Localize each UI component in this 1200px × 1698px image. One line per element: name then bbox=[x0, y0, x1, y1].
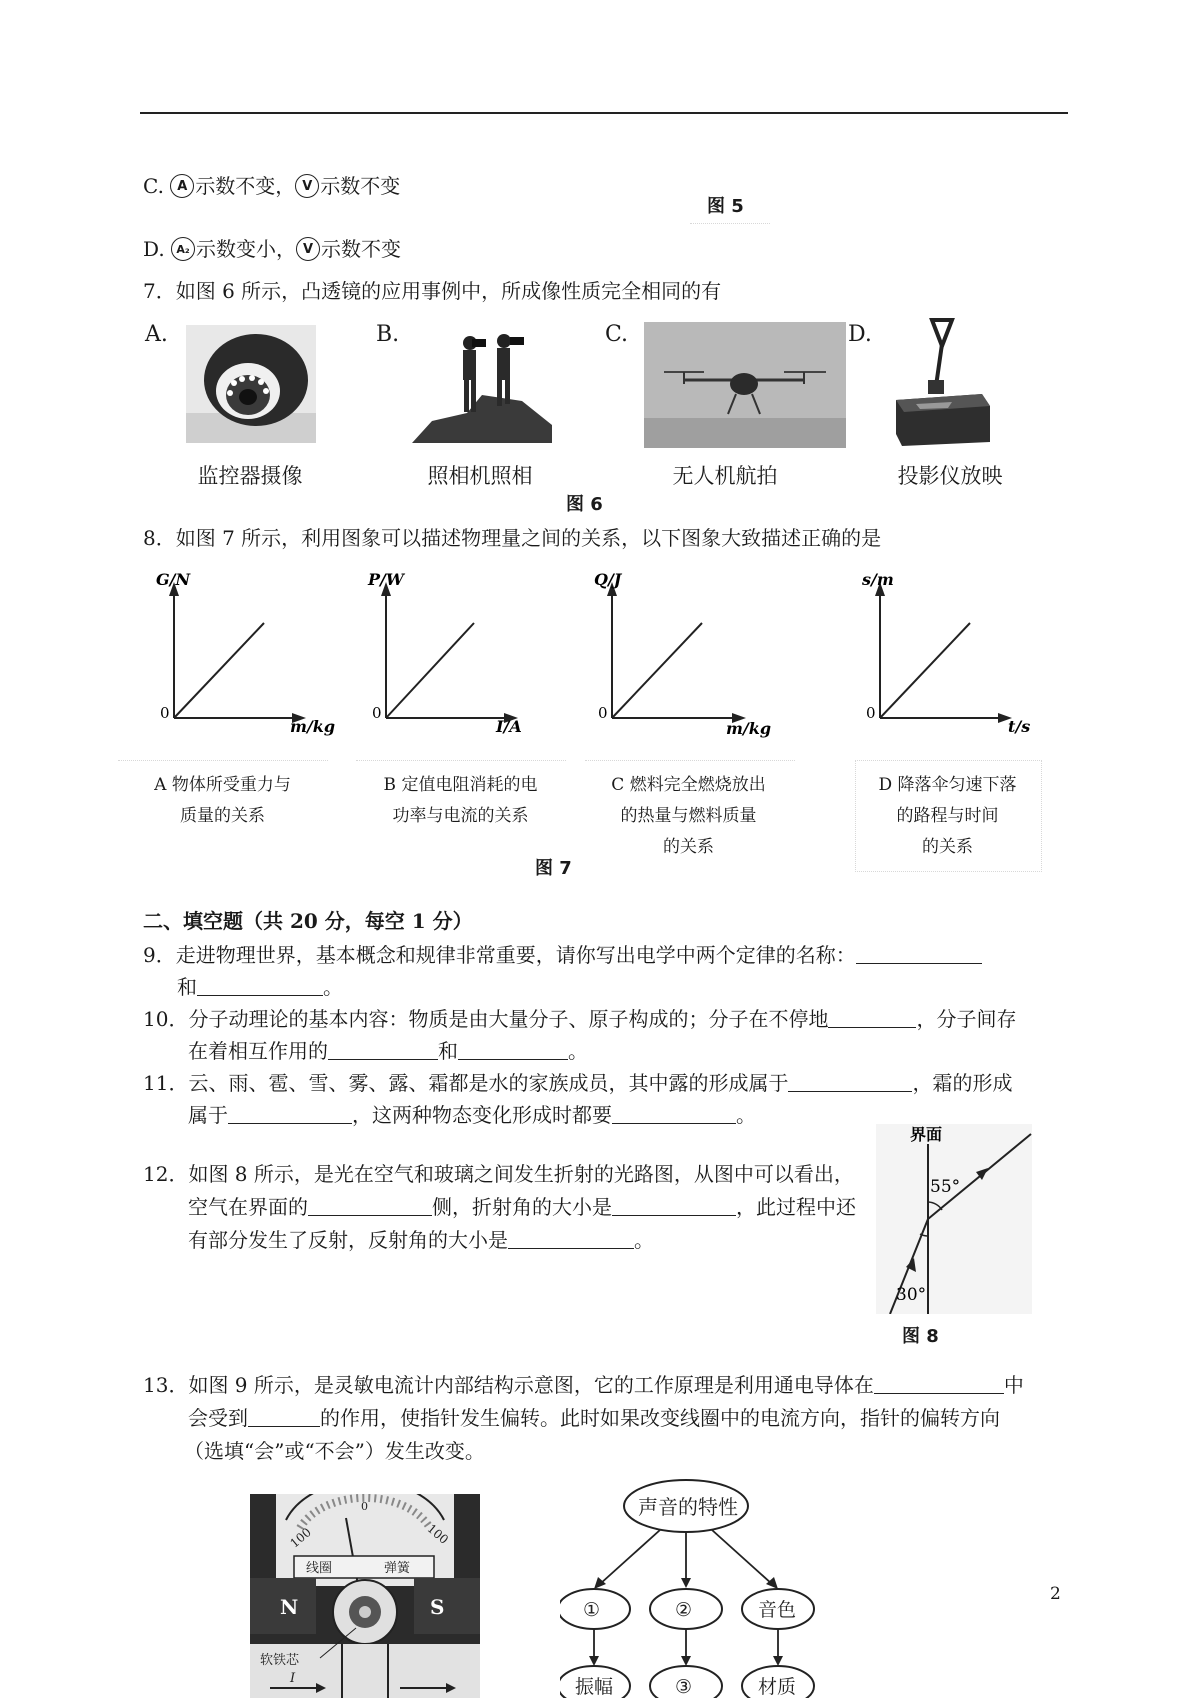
q7-option-d-letter: D. bbox=[848, 322, 872, 347]
caption-line: 的热量与燃料质量 bbox=[620, 806, 757, 826]
caption-line: 功率与电流的关系 bbox=[392, 806, 529, 826]
projector-image bbox=[892, 316, 994, 448]
q11-text: ，这两种物态变化形成时都要 bbox=[352, 1103, 612, 1127]
answer-blank[interactable] bbox=[328, 1039, 438, 1060]
grandchild-label-2: ③ bbox=[675, 1676, 693, 1698]
surveillance-camera-image bbox=[186, 325, 316, 443]
q12-line-1: 12．如图 8 所示，是光在空气和玻璃之间发生折射的光路图，从图中可以看出， bbox=[143, 1162, 854, 1186]
child-label-3: 音色 bbox=[758, 1599, 797, 1621]
q9-text: 和 bbox=[177, 975, 197, 999]
q12-text: 。 bbox=[634, 1228, 654, 1252]
q11-text: 属于 bbox=[188, 1103, 228, 1127]
section-2-title-text: 二、填空题（共 20 分，每空 1 分） bbox=[143, 909, 473, 933]
answer-blank[interactable] bbox=[828, 1007, 916, 1028]
photographers-image bbox=[412, 325, 552, 443]
spring-label: 弹簧 bbox=[384, 1561, 411, 1576]
q6-option-c bbox=[143, 173, 400, 199]
option-text: 示数变小， bbox=[196, 237, 297, 261]
graph-y-label: s/m bbox=[862, 570, 894, 589]
voltmeter-icon: V bbox=[296, 237, 320, 261]
figure-6-label: 图 6 bbox=[566, 494, 603, 515]
graph-b-caption bbox=[358, 770, 563, 832]
q7-stem: 7．如图 6 所示，凸透镜的应用事例中，所成像性质完全相同的有 bbox=[143, 279, 722, 303]
graph-line bbox=[612, 623, 702, 718]
answer-blank[interactable] bbox=[788, 1071, 912, 1092]
q7-option-a-caption: 监控器摄像 bbox=[197, 464, 303, 488]
answer-blank[interactable] bbox=[458, 1039, 568, 1060]
interface-label: 界面 bbox=[910, 1125, 943, 1144]
q10-text: 10．分子动理论的基本内容：物质是由大量分子、原子构成的；分子在不停地 bbox=[143, 1007, 829, 1031]
q7-option-c-letter: C. bbox=[605, 322, 629, 347]
graph-a-caption bbox=[120, 770, 325, 832]
sound-characteristics-diagram bbox=[560, 1478, 840, 1698]
answer-blank[interactable] bbox=[228, 1103, 352, 1124]
q13-text: 中 bbox=[1003, 1373, 1024, 1397]
q11-text: 11．云、雨、雹、雪、雾、露、霜都是水的家族成员，其中露的形成属于 bbox=[143, 1071, 789, 1095]
graph-x-label: t/s bbox=[1008, 717, 1031, 736]
q12-line-2 bbox=[188, 1194, 856, 1220]
graph-origin: 0 bbox=[160, 704, 170, 722]
graph-x-label: m/kg bbox=[290, 717, 336, 736]
option-letter: C. bbox=[143, 174, 164, 198]
caption-line: 的路程与时间 bbox=[896, 806, 999, 826]
caption-line: 的关系 bbox=[663, 837, 714, 857]
answer-blank[interactable] bbox=[248, 1406, 320, 1427]
ammeter-a2-icon: A₂ bbox=[171, 237, 195, 261]
graph-x-label: m/kg bbox=[726, 719, 772, 738]
q13-text: 13．如图 9 所示，是灵敏电流计内部结构示意图，它的工作原理是利用通电导体在 bbox=[143, 1373, 874, 1397]
child-label-1: ① bbox=[583, 1599, 601, 1621]
graph-a-caption-box bbox=[118, 760, 328, 761]
graph-a bbox=[150, 568, 340, 738]
angle-label: 30° bbox=[896, 1285, 927, 1305]
q13-text: 会受到 bbox=[188, 1406, 248, 1430]
answer-blank[interactable] bbox=[612, 1195, 736, 1216]
q13-line-2 bbox=[188, 1405, 1000, 1431]
grandchild-label-3: 材质 bbox=[758, 1676, 797, 1698]
figure-5-border bbox=[690, 223, 770, 224]
q9-text: 9．走进物理世界，基本概念和规律非常重要，请你写出电学中两个定律的名称： bbox=[143, 943, 856, 967]
answer-blank[interactable] bbox=[508, 1228, 634, 1249]
core-label: 软铁芯 bbox=[260, 1653, 300, 1668]
header-rule bbox=[140, 112, 1068, 114]
q13-line-3: （选填“会”或“不会”）发生改变。 bbox=[184, 1439, 485, 1463]
voltmeter-icon: V bbox=[295, 174, 319, 198]
graph-c-caption-box bbox=[585, 760, 795, 761]
option-text: 示数不变 bbox=[320, 174, 401, 198]
q7-option-d-caption: 投影仪放映 bbox=[897, 464, 1003, 488]
answer-blank[interactable] bbox=[308, 1195, 432, 1216]
graph-origin: 0 bbox=[372, 704, 382, 722]
q11-line-2 bbox=[188, 1102, 756, 1128]
q12-text: ，此过程中还 bbox=[736, 1195, 856, 1219]
answer-blank[interactable] bbox=[197, 975, 323, 996]
q12-text: 空气在界面的 bbox=[188, 1195, 308, 1219]
q13-line-1 bbox=[143, 1372, 1024, 1398]
graph-origin: 0 bbox=[866, 704, 876, 722]
graph-line bbox=[174, 623, 264, 718]
graph-b-caption-box bbox=[356, 760, 566, 761]
scale-label: 100 bbox=[424, 1521, 452, 1547]
caption-line: D 降落伞匀速下落 bbox=[878, 775, 1017, 795]
page-number: 2 bbox=[1050, 1584, 1061, 1604]
north-pole-label: N bbox=[280, 1595, 299, 1619]
graph-d bbox=[856, 568, 1046, 738]
answer-blank[interactable] bbox=[874, 1373, 1004, 1394]
q11-line-1 bbox=[143, 1070, 1012, 1096]
option-letter: D. bbox=[143, 237, 165, 261]
option-text: 示数不变， bbox=[195, 174, 296, 198]
q7-option-c-caption: 无人机航拍 bbox=[672, 464, 778, 488]
q10-line-2 bbox=[188, 1038, 588, 1064]
option-text: 示数不变 bbox=[321, 237, 402, 261]
q11-text: 。 bbox=[736, 1103, 756, 1127]
q6-option-d bbox=[143, 236, 401, 262]
caption-line: B 定值电阻消耗的电 bbox=[383, 775, 538, 795]
q10-text: ，分子间存 bbox=[916, 1007, 1017, 1031]
graph-origin: 0 bbox=[598, 704, 608, 722]
graph-line bbox=[880, 623, 970, 718]
coil-label: 线圈 bbox=[306, 1561, 333, 1576]
caption-line: C 燃料完全燃烧放出 bbox=[611, 775, 766, 795]
q12-text: 侧，折射角的大小是 bbox=[432, 1195, 612, 1219]
answer-blank[interactable] bbox=[612, 1103, 736, 1124]
q10-text: 和 bbox=[438, 1039, 458, 1063]
angle-label: 55° bbox=[930, 1177, 961, 1197]
graph-y-label: G/N bbox=[156, 570, 191, 589]
figure-8-label: 图 8 bbox=[902, 1326, 939, 1347]
child-label-2: ② bbox=[675, 1599, 693, 1621]
caption-line: A 物体所受重力与 bbox=[154, 775, 291, 795]
q10-text: 。 bbox=[568, 1039, 588, 1063]
q7-option-a-letter: A. bbox=[145, 322, 168, 347]
q10-text: 在着相互作用的 bbox=[188, 1039, 328, 1063]
galvanometer-diagram bbox=[250, 1494, 480, 1698]
caption-line: 的关系 bbox=[922, 837, 973, 857]
q9-line-2 bbox=[177, 974, 343, 1000]
q12-line-3 bbox=[188, 1227, 654, 1253]
root-label: 声音的特性 bbox=[638, 1495, 738, 1519]
refraction-diagram bbox=[876, 1124, 1032, 1314]
current-label: I bbox=[290, 1671, 296, 1686]
grandchild-label-1: 振幅 bbox=[575, 1676, 614, 1698]
graph-line bbox=[386, 623, 474, 718]
q10-line-1 bbox=[143, 1006, 1016, 1032]
graph-c-caption bbox=[586, 770, 791, 863]
q7-option-b-caption: 照相机照相 bbox=[427, 464, 533, 488]
q7-option-b-letter: B. bbox=[376, 322, 400, 347]
graph-y-label: Q/J bbox=[594, 570, 622, 589]
drone-image bbox=[644, 322, 846, 448]
graph-b bbox=[362, 568, 552, 738]
q9-line-1 bbox=[143, 942, 982, 968]
graph-y-label: P/W bbox=[368, 570, 404, 589]
south-pole-label: S bbox=[430, 1595, 445, 1619]
q11-text: ，霜的形成 bbox=[912, 1071, 1013, 1095]
q12-text: 有部分发生了反射，反射角的大小是 bbox=[188, 1228, 508, 1252]
ammeter-icon: A bbox=[170, 174, 194, 198]
q8-stem: 8．如图 7 所示，利用图象可以描述物理量之间的关系，以下图象大致描述正确的是 bbox=[143, 526, 882, 550]
graph-d-caption bbox=[855, 770, 1040, 863]
scale-label: 100 bbox=[287, 1525, 314, 1551]
figure-5-label: 图 5 bbox=[707, 196, 744, 217]
scale-label: 0 bbox=[361, 1500, 368, 1513]
caption-line: 质量的关系 bbox=[180, 806, 265, 826]
graph-c bbox=[582, 568, 782, 738]
figure-7-label: 图 7 bbox=[535, 858, 572, 879]
q9-text: 。 bbox=[323, 975, 343, 999]
answer-blank[interactable] bbox=[856, 943, 982, 964]
q13-text: 的作用，使指针发生偏转。此时如果改变线圈中的电流方向，指针的偏转方向 bbox=[320, 1406, 1000, 1430]
graph-x-label: I/A bbox=[496, 717, 522, 736]
